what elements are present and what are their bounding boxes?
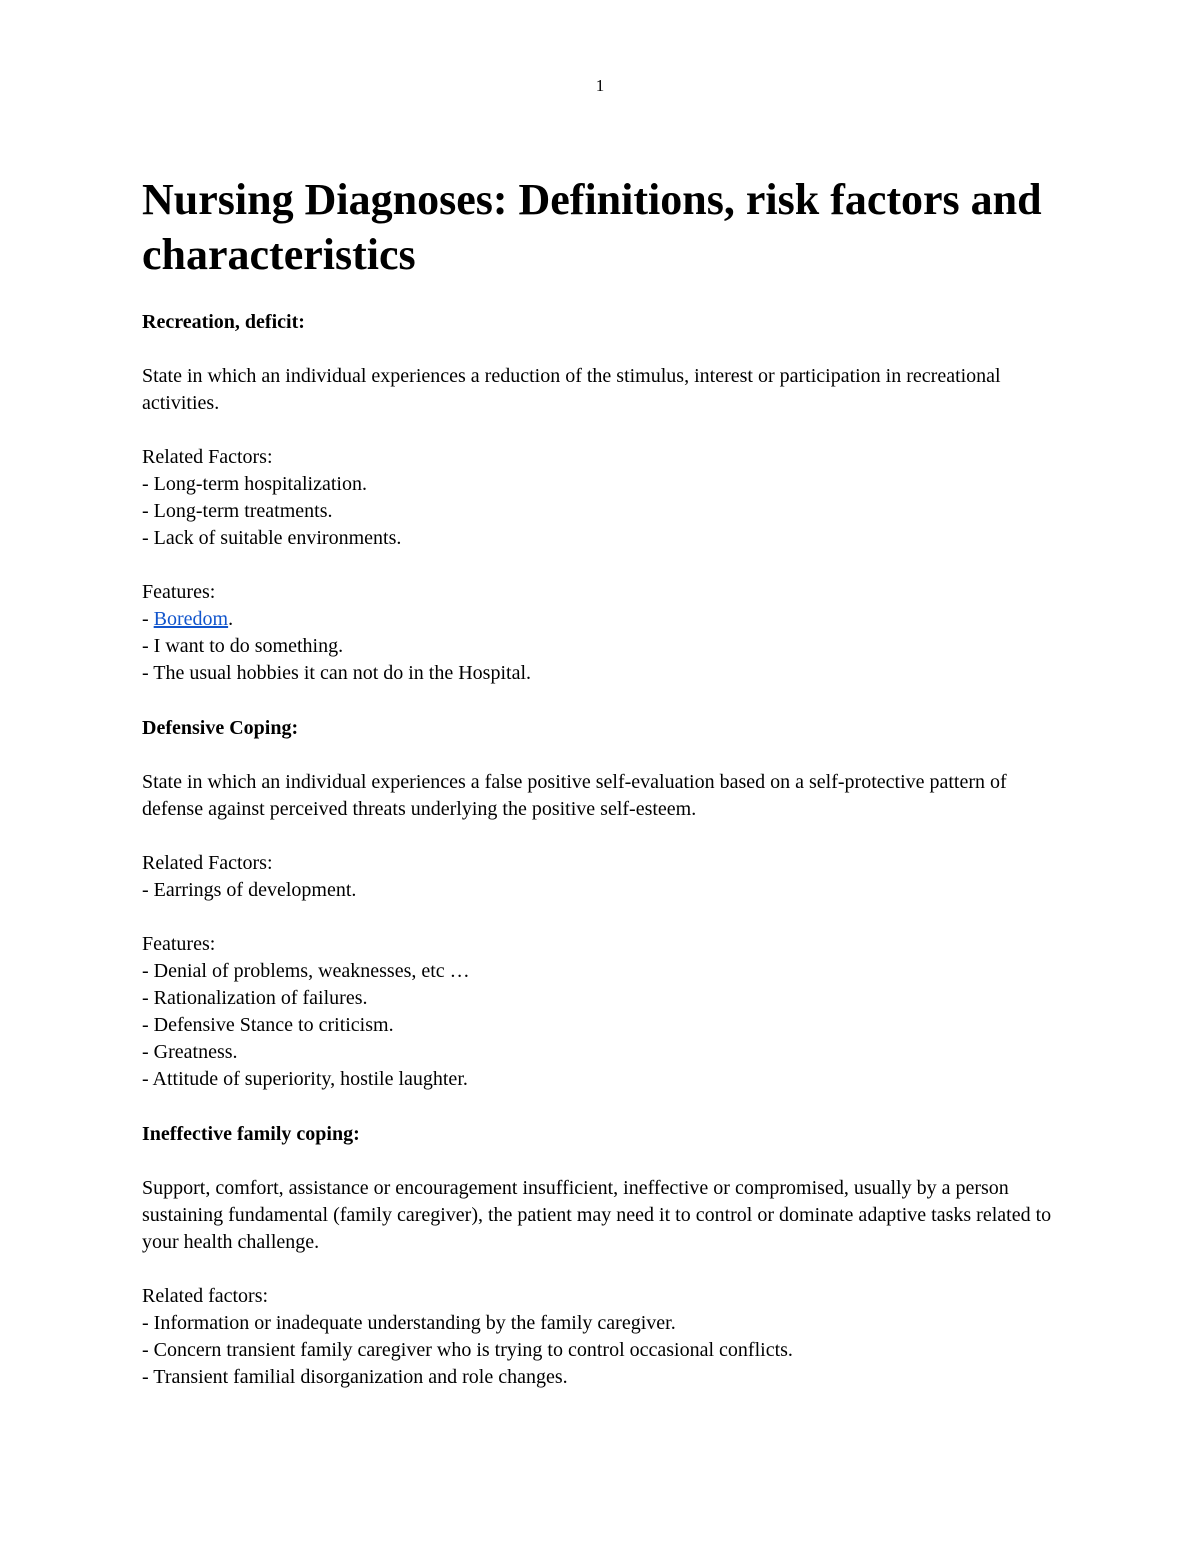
section-definition: State in which an individual experiences a reduction of the stimulus, interest or participation in recreational activities.: [142, 365, 1001, 414]
section-heading-ineffective-family-coping: Ineffective family coping:: [142, 1123, 360, 1145]
list-item: - Defensive Stance to criticism.: [142, 1014, 394, 1036]
list-item: - Information or inadequate understanding by the family caregiver.: [142, 1312, 676, 1334]
related-factors-label: Related Factors:: [142, 852, 273, 874]
related-factors-label: Related Factors:: [142, 446, 273, 468]
section-definition: State in which an individual experiences a false positive self-evaluation based on a self-protective pattern of defense against perceived threats underlying the positive self-esteem.: [142, 771, 1007, 820]
list-item: [142, 606, 1062, 633]
list-item: - Concern transient family caregiver who is trying to control occasional conflicts.: [142, 1339, 793, 1361]
section-heading-defensive-coping: Defensive Coping:: [142, 717, 299, 739]
list-item: - Rationalization of failures.: [142, 987, 368, 1009]
list-item: - I want to do something.: [142, 635, 344, 657]
page-number: 1: [595, 76, 605, 95]
list-item-suffix: .: [228, 608, 234, 630]
section-heading-recreation-deficit: Recreation, deficit:: [142, 311, 305, 333]
list-item: - Long-term hospitalization.: [142, 473, 367, 495]
features-label: Features:: [142, 933, 216, 955]
document-title: Nursing Diagnoses: Definitions, risk factors and characteristics: [142, 175, 1042, 279]
list-item: - Greatness.: [142, 1041, 238, 1063]
section-definition: Support, comfort, assistance or encouragement insufficient, ineffective or compromised, usually by a person sustaining fundamental (family caregiver), the patient may need it to control or dominate adaptive tasks related to your health challenge.: [142, 1177, 1052, 1253]
list-bullet: -: [142, 608, 154, 630]
document-body: [142, 172, 1062, 1391]
list-item: - Attitude of superiority, hostile laughter.: [142, 1068, 468, 1090]
features-label: Features:: [142, 581, 216, 603]
list-item: - The usual hobbies it can not do in the Hospital.: [142, 662, 532, 684]
list-item: - Long-term treatments.: [142, 500, 333, 522]
list-item: - Earrings of development.: [142, 879, 357, 901]
list-item: - Lack of suitable environments.: [142, 527, 402, 549]
related-factors-label: Related factors:: [142, 1285, 269, 1307]
boredom-link[interactable]: Boredom: [153, 608, 229, 630]
list-item: - Transient familial disorganization and role changes.: [142, 1366, 568, 1388]
list-item: - Denial of problems, weaknesses, etc …: [142, 960, 470, 982]
